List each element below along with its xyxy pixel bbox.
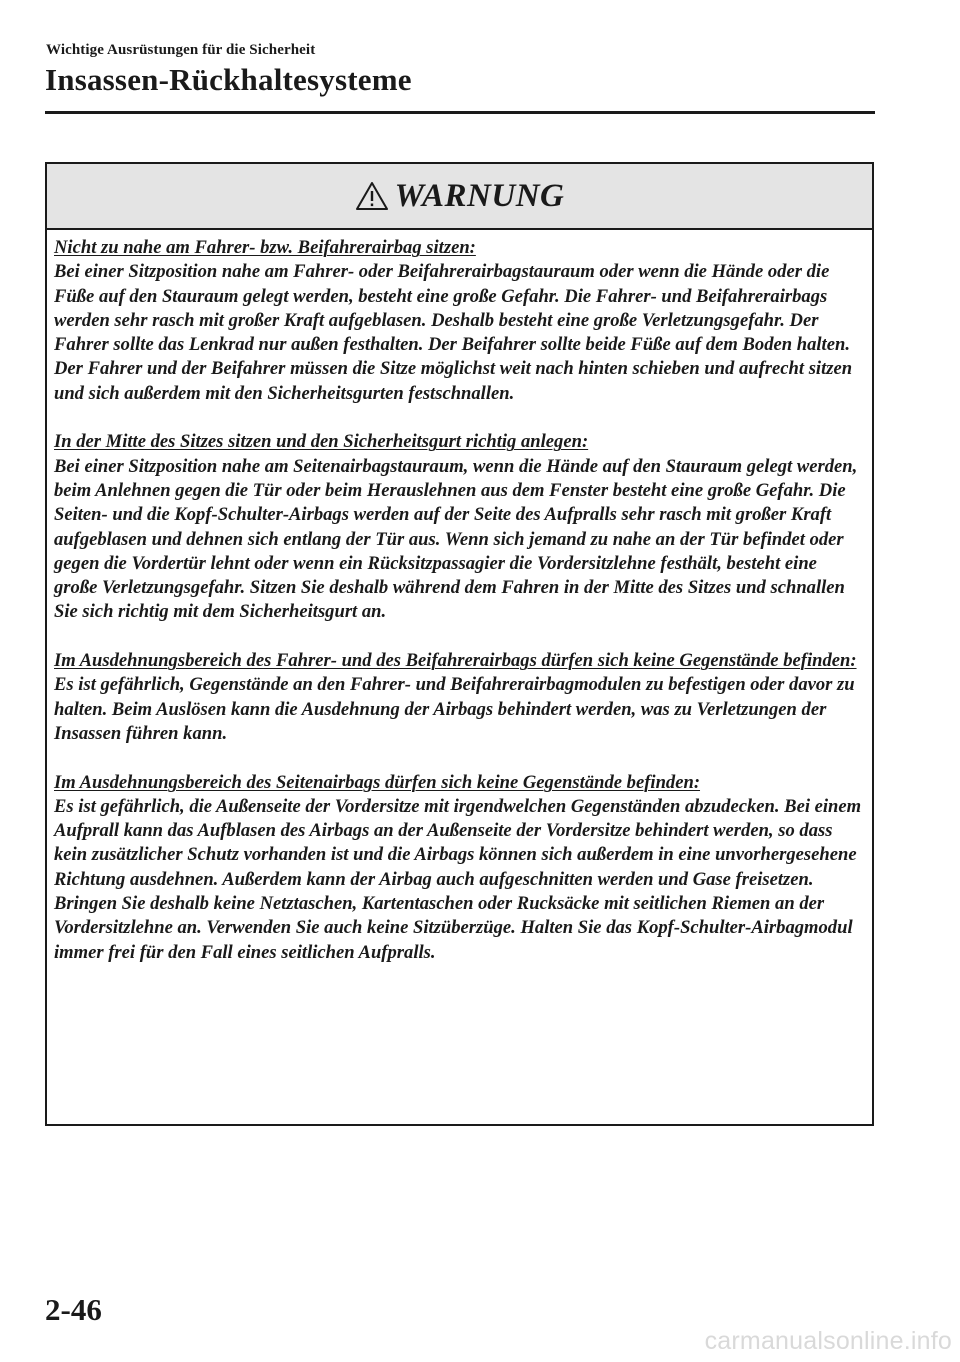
watermark: carmanualsonline.info xyxy=(704,1327,952,1355)
paragraph-heading: Im Ausdehnungsbereich des Seitenairbags dürfen sich keine Gegenstände befinden: xyxy=(54,771,701,793)
warning-paragraph xyxy=(54,430,862,624)
warning-paragraph xyxy=(54,649,862,746)
warning-paragraph xyxy=(54,771,862,965)
page-number: 2-46 xyxy=(45,1292,102,1327)
paragraph-text: Bei einer Sitzposition nahe am Seitenairbagstauraum, wenn die Hände auf den Stauraum gelegt werden, beim Anlehnen gegen die Tür oder beim Herauslehnen aus dem Fenster besteht eine große Gefahr. Die Seiten- und die Kopf-Schulter-Airbags werden auf der Seite des Aufpralls sehr rasch mit großer Kraft aufgeblasen und dehnen sich entlang der Tür aus. Wenn sich jemand zu nahe an der Tür befindet oder gegen die Vordertür lehnt oder wenn ein Rücksitzpassagier die Vordersitzlehne festhält, besteht eine große Verletzungsgefahr. Sitzen Sie deshalb während dem Fahren in der Mitte des Sitzes und schnallen Sie sich richtig mit dem Sicherheitsgurt an. xyxy=(54,455,858,623)
warning-paragraph xyxy=(54,236,862,406)
paragraph-text: Bei einer Sitzposition nahe am Fahrer- oder Beifahrerairbagstauraum oder wenn die Hände oder die Füße auf den Stauraum gelegt werden, besteht eine große Gefahr. Die Fahrer- und Beifahrerairbags werden sehr rasch mit großer Kraft aufgeblasen. Deshalb besteht eine große Verletzungsgefahr. Der Fahrer sollte das Lenkrad nur außen festhalten. Der Beifahrer sollte beide Füße auf dem Boden halten. Der Fahrer und der Beifahrer müssen die Sitze möglichst weit nach hinten schieben und aufrecht sitzen und sich außerdem mit den Sicherheitsgurten festschnallen. xyxy=(54,261,853,404)
warning-triangle-icon xyxy=(355,181,389,211)
section-label: Wichtige Ausrüstungen für die Sicherheit xyxy=(46,42,316,58)
page-title: Insassen-Rückhaltesysteme xyxy=(45,62,412,97)
paragraph-heading: Im Ausdehnungsbereich des Fahrer- und des Beifahrerairbags dürfen sich keine Gegenstände befinden: xyxy=(54,650,857,672)
paragraph-heading: Nicht zu nahe am Fahrer- bzw. Beifahrerairbag sitzen: xyxy=(54,237,476,258)
title-divider xyxy=(45,111,875,114)
warning-header xyxy=(47,164,872,230)
warning-body xyxy=(47,230,872,965)
paragraph-text: Es ist gefährlich, die Außenseite der Vordersitze mit irgendwelchen Gegenständen abzudecken. Bei einem Aufprall kann das Aufblasen des Airbags an der Außenseite der Vordersitze behindert werden, so dass kein zusätzlicher Schutz vorhanden ist und die Airbags können sich außerdem in eine unvorhergesehene Richtung ausdehnen. Außerdem kann der Airbag auch aufgeschnitten werden und Gase freisetzen. Bringen Sie deshalb keine Netztaschen, Kartentaschen oder Rucksäcke mit seitlichen Riemen an der Vordersitzlehne an. Verwenden Sie auch keine Sitzüberzüge. Halten Sie das Kopf-Schulter-Airbagmodul immer frei für den Fall eines seitlichen Aufpralls. xyxy=(54,795,862,963)
paragraph-heading: In der Mitte des Sitzes sitzen und den Sicherheitsgurt richtig anlegen: xyxy=(54,431,589,453)
warning-box xyxy=(45,162,874,1126)
paragraph-text: Es ist gefährlich, Gegenstände an den Fahrer- und Beifahrerairbagmodulen zu befestigen oder davor zu halten. Beim Auslösen kann die Ausdehnung der Airbags behindert werden, was zu Verletzungen der Insassen führen kann. xyxy=(54,674,855,744)
warning-title: WARNUNG xyxy=(394,177,565,214)
